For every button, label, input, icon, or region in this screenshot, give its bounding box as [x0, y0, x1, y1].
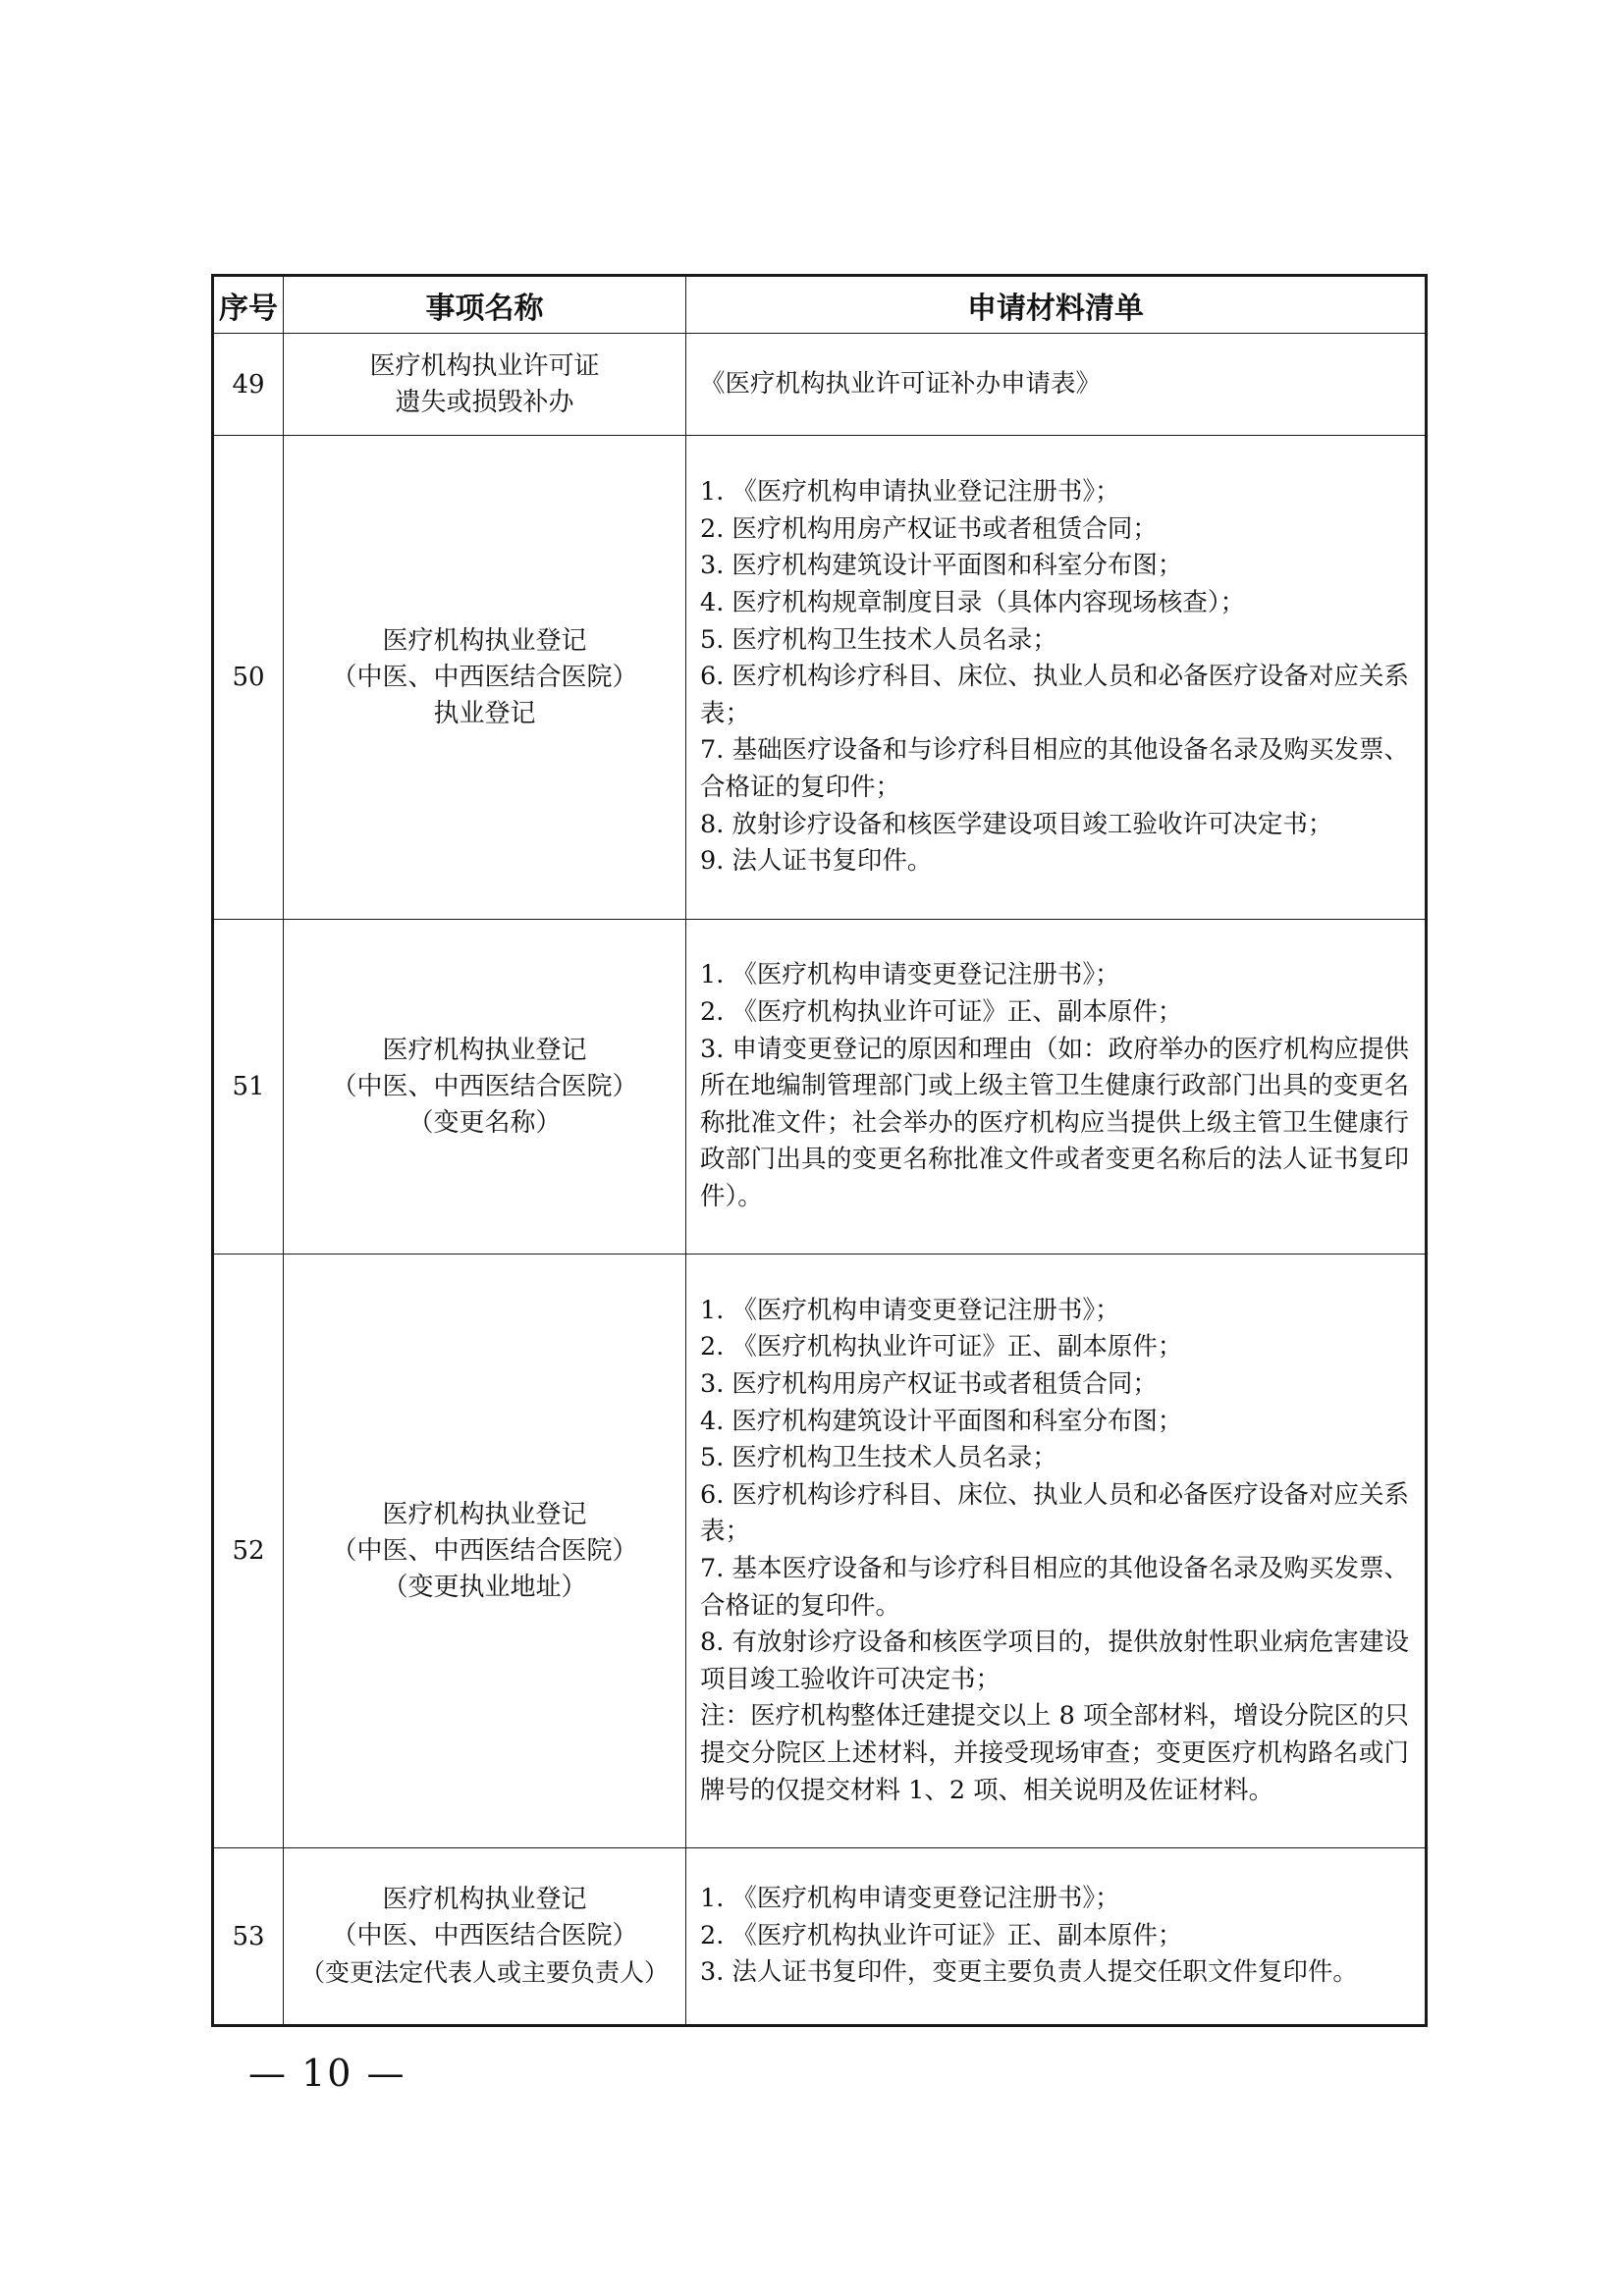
table-row [213, 1255, 1427, 1848]
row-number: 50 [213, 436, 284, 920]
row-number: 49 [213, 334, 284, 436]
item-name-line: （中医、中西医结合医院） [331, 1071, 638, 1101]
row-number: 53 [213, 1848, 284, 2026]
material-item: 3. 法人证书复印件，变更主要负责人提交任职文件复印件。 [700, 1957, 1358, 1988]
item-name-line: 执业登记 [433, 698, 536, 728]
material-item: 1. 《医疗机构申请变更登记注册书》； [700, 960, 1120, 990]
page-number: — 10 — [248, 2052, 406, 2095]
material-item: 3. 申请变更登记的原因和理由（如：政府举办的医疗机构应提供所在地编制管理部门或上级主管卫生健康行政部门出具的变更名称批准文件；社会举办的医疗机构应当提供上级主管卫生健康行政部门出具的变更名称批准文件或者变更名称后的法人证书复印件）。 [700, 1034, 1409, 1211]
item-name-line: 医疗机构执业登记 [382, 625, 587, 656]
materials-list [686, 334, 1427, 436]
material-item: 3. 医疗机构建筑设计平面图和科室分布图； [700, 551, 1183, 581]
item-name [284, 334, 686, 436]
material-item: 2. 医疗机构用房产权证书或者租赁合同； [700, 513, 1158, 544]
material-item: 1. 《医疗机构申请变更登记注册书》； [700, 1884, 1120, 1914]
material-item: 6. 医疗机构诊疗科目、床位、执业人员和必备医疗设备对应关系表； [700, 662, 1409, 728]
row-number: 52 [213, 1255, 284, 1848]
material-item: 1. 《医疗机构申请变更登记注册书》； [700, 1295, 1120, 1325]
materials-table [211, 274, 1428, 2027]
header-materials: 申请材料清单 [686, 276, 1427, 334]
item-name-line: （中医、中西医结合医院） [331, 1535, 638, 1566]
material-item: 9. 法人证书复印件。 [700, 846, 933, 877]
item-name-line: （中医、中西医结合医院） [331, 662, 638, 692]
item-name-line: 医疗机构执业登记 [382, 1885, 587, 1914]
item-name-line: 医疗机构执业许可证 [369, 350, 600, 381]
material-item: 6. 医疗机构诊疗科目、床位、执业人员和必备医疗设备对应关系表； [700, 1479, 1409, 1547]
item-name-line: （中医、中西医结合医院） [331, 1921, 638, 1950]
item-name-line: 医疗机构执业登记 [382, 1035, 587, 1065]
table-row [213, 334, 1427, 436]
material-item: 4. 医疗机构建筑设计平面图和科室分布图； [700, 1406, 1183, 1436]
table-row [213, 1848, 1427, 2026]
materials-table-container [211, 274, 1425, 2027]
header-number: 序号 [213, 276, 284, 334]
materials-list [686, 436, 1427, 920]
item-name [284, 920, 686, 1255]
item-name-line: （变更执业地址） [382, 1572, 587, 1602]
material-item: 1. 《医疗机构申请执业登记注册书》； [700, 477, 1120, 507]
material-item: 3. 医疗机构用房产权证书或者租赁合同； [700, 1369, 1158, 1400]
item-name-line: 医疗机构执业登记 [382, 1499, 587, 1529]
material-item: 8. 有放射诊疗设备和核医学项目的，提供放射性职业病危害建设项目竣工验收许可决定书； [700, 1628, 1409, 1694]
item-name [284, 1848, 686, 2026]
material-note: 注：医疗机构整体迁建提交以上 8 项全部材料，增设分院区的只提交分院区上述材料，并接受现场审查；变更医疗机构路名或门牌号的仅提交材料 1、2 项、相关说明及佐证材料。 [700, 1701, 1409, 1805]
item-name-line: （变更名称） [407, 1107, 562, 1138]
row-number: 51 [213, 920, 284, 1255]
materials-list [686, 1848, 1427, 2026]
item-name [284, 1255, 686, 1848]
table-header-row [213, 276, 1427, 334]
material-item: 7. 基础医疗设备和与诊疗科目相应的其他设备名录及购买发票、合格证的复印件； [700, 735, 1409, 802]
materials-list [686, 920, 1427, 1255]
material-item: 2. 《医疗机构执业许可证》正、副本原件； [700, 1920, 1183, 1950]
header-item-name: 事项名称 [284, 276, 686, 334]
material-item: 4. 医疗机构规章制度目录（具体内容现场核查）； [700, 588, 1246, 618]
table-row [213, 436, 1427, 920]
material-item: 2. 《医疗机构执业许可证》正、副本原件； [700, 997, 1183, 1028]
materials-list [686, 1255, 1427, 1848]
item-name-line: （变更法定代表人或主要负责人） [299, 1958, 669, 1987]
item-name [284, 436, 686, 920]
material-item: 8. 放射诊疗设备和核医学建设项目竣工验收许可决定书； [700, 809, 1333, 839]
material-item: 2. 《医疗机构执业许可证》正、副本原件； [700, 1332, 1183, 1362]
material-item: 5. 医疗机构卫生技术人员名录； [700, 1443, 1057, 1473]
material-item: 《医疗机构执业许可证补办申请表》 [700, 368, 1102, 399]
material-item: 5. 医疗机构卫生技术人员名录； [700, 624, 1057, 655]
material-item: 7. 基本医疗设备和与诊疗科目相应的其他设备名录及购买发票、合格证的复印件。 [700, 1554, 1409, 1621]
table-row [213, 920, 1427, 1255]
item-name-line: 遗失或损毁补办 [395, 387, 574, 417]
